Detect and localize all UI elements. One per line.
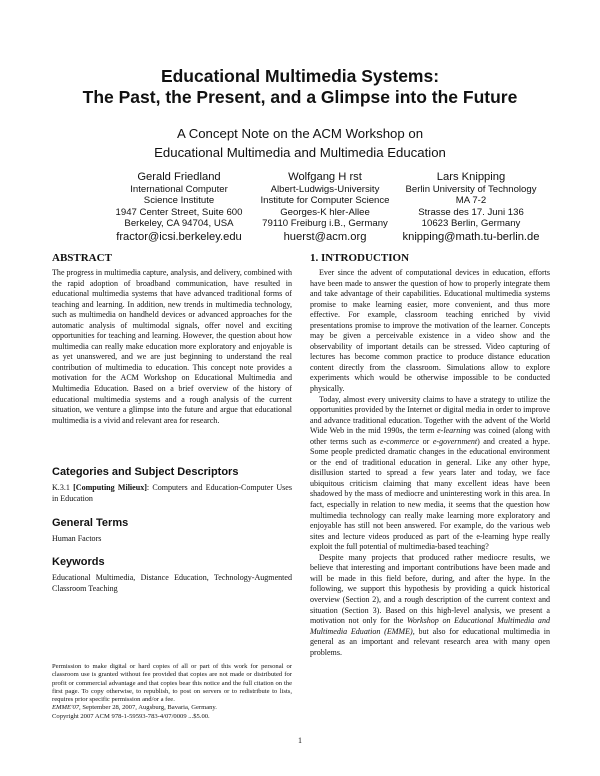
keywords-text: Educational Multimedia, Distance Education, Technology-Augmented Classroom Teaching [52, 573, 292, 593]
intro-paragraph-2: Today, almost every university claims to have a strategy to utilize the opportunities provided by the Internet or digital media in order to improve and advance traditional education. Together with the advent of the World Wide Web in the mid 1990s, the term e-learning was coined (along with other terms such as e-commerce or e-government) and created a hype. Some people predicted dramatic changes in the educational environment or the end of traditional education in general. Like any other hype, disillusion started to spread a few years later and today, we face ubiquitous criticism claiming that many excellent ideas have been shadowed by the mass of mediocre and uninteresting work in this area. In fact, especially in relation to new media, it seems that the question how multimedia technology can really make learning more exploratory and enjoyable has still not been answered. For example, do the various web sites and lecture videos produced as part of the e-learning hype really exploit the full potential of multimedia-based teaching? [310, 394, 550, 552]
author-block-3 [396, 171, 546, 244]
author-name: Wolfgang H rst [288, 171, 362, 183]
introduction-body [310, 268, 550, 658]
author-address: 79110 Freiburg i.B., Germany [262, 218, 388, 230]
category-label: [Computing Milieux] [73, 483, 147, 492]
author-email: huerst@acm.org [283, 230, 367, 243]
author-address: 1947 Center Street, Suite 600 [115, 206, 243, 218]
subtitle-line-1: A Concept Note on the ACM Workshop on [176, 126, 424, 141]
author-block-2 [250, 171, 400, 244]
copyright-line: Copyright 2007 ACM 978-1-59593-783-4/07/0009 ...$5.00. [52, 712, 210, 720]
title-line-2: The Past, the Present, and a Glimpse into the Future [82, 87, 518, 107]
category-code: K.3.1 [52, 483, 70, 492]
keywords-heading: Keywords [52, 556, 105, 568]
author-email: fractor@icsi.berkeley.edu [116, 230, 242, 243]
abstract-heading: ABSTRACT [52, 252, 112, 264]
author-affiliation: International Computer [130, 184, 228, 195]
author-address: Georges-K hler-Allee [280, 206, 370, 218]
categories-section [52, 466, 292, 504]
general-terms-heading: General Terms [52, 517, 129, 529]
paper-subtitle [0, 124, 600, 162]
author-affiliation: MA 7-2 [455, 195, 487, 207]
subtitle-line-2: Educational Multimedia and Multimedia Education [154, 145, 446, 160]
intro-paragraph-3: Despite many projects that produced rather mediocre results, we believe that interesting and important contributions have been made and will be made in this field before, during, and after the hype. In the following, we support this hypothesis by providing a quick historical overview (Section 2), and a rough description of the current context and situation (Section 3). Based on this high-level analysis, we present a motivation not only for the Workshop on Educational Multimedia and Multimedia Eduation (EMME), but also for educational multimedia in general as an important and relevant research area with many open problems. [310, 552, 550, 657]
author-email: knipping@math.tu-berlin.de [402, 230, 540, 243]
intro-paragraph-1: Ever since the advent of computational devices in education, efforts have been made to answer the question of how to properly integrate them and take advantage of their capabilities. Educational multimedia systems promise to make learning easier, more convenient, and thus more effective. For example, classroom teaching enriched by vivid presentations promise to improve the motivation of the learner. Concepts may be given a perceivable existence in a video show and the observability of important details can be stressed. Video capturing of lectures has become common practice to produce distance education content directly from the classroom. Simulations allow to explore experiments which would be otherwise impossible to be conducted physically. [310, 268, 550, 394]
author-name: Gerald Friedland [137, 171, 221, 183]
categories-text [52, 483, 292, 504]
venue-name: EMME'07, [52, 704, 81, 712]
general-terms-section [52, 517, 292, 545]
author-address: Strasse des 17. Juni 136 [418, 206, 524, 218]
author-affiliation: Berlin University of Technology [405, 184, 537, 195]
author-affiliation: Albert-Ludwigs-University [270, 184, 380, 195]
introduction-heading: 1. INTRODUCTION [310, 252, 410, 264]
author-affiliation: Science Institute [143, 195, 215, 207]
left-column [52, 252, 292, 426]
author-address: Berkeley, CA 94704, USA [124, 218, 234, 230]
author-address: 10623 Berlin, Germany [421, 218, 521, 230]
abstract-text: The progress in multimedia capture, analysis, and delivery, combined with the rapid adoption of broadband communication, have resulted in educational multimedia systems that have advanced traditional forms of teaching and learning. In addition, new trends in multimedia technology, such as multimedia on handheld devices or advanced approaches for the automatic analysis of multimodal signals, offer novel and exciting opportunities for teaching and learning. However, the question about how multimedia can really make education more exploratory and enjoyable is as yet unanswered, and we are just beginning to understand the real contribution of multimedia to education. This concept note provides a motivation for the ACM Workshop on Educational Multimedia and Multimedia Education. Based on a brief overview of the history of educational multimedia systems and a rough analysis of the current situation, we venture a glimpse into the future and argue that educational multimedia is a vivid and relevant area for research. [52, 268, 292, 425]
category-description: : Computers and Education-Computer Uses in Education [52, 483, 292, 503]
keywords-section [52, 556, 292, 594]
paper-title [0, 66, 600, 108]
author-name: Lars Knipping [436, 171, 506, 183]
general-terms-text: Human Factors [52, 534, 102, 543]
venue-details: September 28, 2007, Augsburg, Bavaria, Germany. [80, 704, 217, 712]
title-line-1: Educational Multimedia Systems: [160, 66, 440, 86]
permission-text: Permission to make digital or hard copies of all or part of this work for personal or classroom use is granted without fee provided that copies are not made or distributed for profit or commercial advantage and that copies bear this notice and the full citation on the first page. To copy otherwise, to republish, to post on servers or to redistribute to lists, requires prior specific permission and/or a fee. [52, 663, 292, 704]
categories-heading: Categories and Subject Descriptors [52, 466, 239, 478]
permission-notice [52, 663, 292, 721]
author-block-1 [104, 171, 254, 244]
author-affiliation: Institute for Computer Science [260, 195, 390, 207]
right-column [310, 252, 550, 658]
page-number: 1 [298, 736, 302, 745]
